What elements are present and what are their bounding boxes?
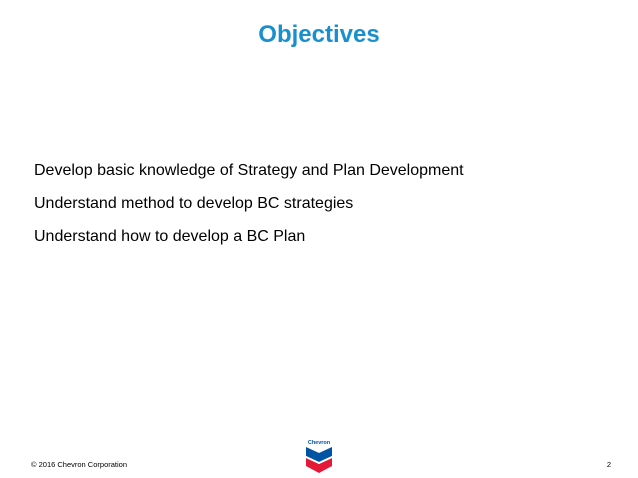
slide-title: Objectives <box>258 21 380 48</box>
footer-copyright: © 2016 Chevron Corporation <box>31 460 127 469</box>
objective-item: Develop basic knowledge of Strategy and Plan Development <box>34 162 464 179</box>
objective-item: Understand how to develop a BC Plan <box>34 228 306 245</box>
chevron-logo-icon <box>303 438 335 474</box>
objectives-list <box>34 160 464 259</box>
objective-item: Understand method to develop BC strategies <box>34 195 354 212</box>
footer-page-number: 2 <box>606 460 611 469</box>
logo-wordmark: Chevron <box>307 440 331 446</box>
